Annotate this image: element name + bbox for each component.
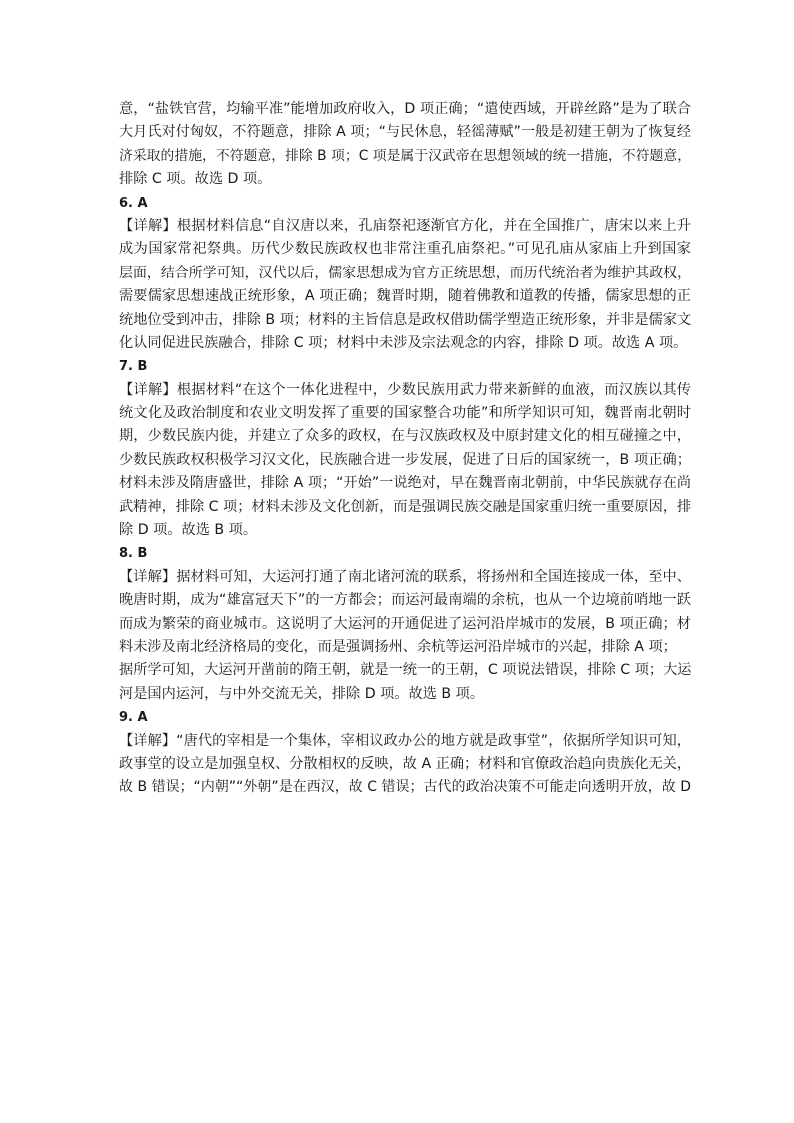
text-line: 料未涉及南北经济格局的变化，而是强调扬州、余杭等运河沿岸城市的兴起，排除 A 项； <box>119 638 677 655</box>
text-line: 晚唐时期，成为“雄富冠天下”的一方都会；而运河最南端的余杭，也从一个边境前哨地一跃 <box>119 592 691 609</box>
text-line: 少数民族政权积极学习汉文化，民族融合进一步发展，促进了日后的国家统一，B 项正确； <box>119 451 691 468</box>
text-line: 统地位受到冲击，排除 B 项；材料的主旨信息是政权借助儒学塑造正统形象，并非是儒家文 <box>119 311 692 328</box>
text-line: 化认同促进民族融合，排除 C 项；材料中未涉及宗法观念的内容，排除 D 项。故选 A 项。 <box>119 334 688 351</box>
text-line: 【详解】据材料可知，大运河打通了南北诸河流的联系，将扬州和全国连接成一体，至中、 <box>119 568 691 585</box>
answer-label: 9. A <box>119 710 148 726</box>
text-line: 武精神，排除 C 项；材料未涉及文化创新，而是强调民族交融是国家重归统一重要原因，排 <box>119 498 692 515</box>
text-line: 意，“盐铁官营，均输平准”能增加政府收入，D 项正确；“遣使西域，开辟丝路”是为了联合 <box>119 101 691 117</box>
text-line: 【详解】“唐代的宰相是一个集体，宰相议政办公的地方就是政事堂”，依据所学知识可知， <box>119 732 691 749</box>
text-line: 故 B 错误；“内朝”“外朝”是在西汉，故 C 错误；古代的政治决策不可能走向透明开放，故 D <box>119 779 691 796</box>
answer-label: 8. B <box>119 546 148 562</box>
question-8 <box>119 542 691 706</box>
text-line: 大月氏对付匈奴，不符题意，排除 A 项；“与民休息，轻徭薄赋”一般是初建王朝为了恢复经 <box>119 124 691 141</box>
text-line: 济采取的措施，不符题意，排除 B 项；C 项是属于汉武帝在思想领域的统一措施，不符题意， <box>119 147 691 164</box>
text-line: 【详解】根据材料“在这个一体化进程中，少数民族用武力带来新鲜的血液，而汉族以其传 <box>119 381 691 398</box>
text-line: 据所学可知，大运河开凿前的隋王朝，就是一统一的王朝，C 项说法错误，排除 C 项；大运 <box>119 662 692 679</box>
text-line: 层面，结合所学可知，汉代以后，儒家思想成为官方正统思想，而历代统治者为维护其政权， <box>119 264 691 281</box>
continuation-paragraph <box>119 98 691 192</box>
question-6 <box>119 192 691 356</box>
answer-label: 6. A <box>119 195 148 211</box>
text-line: 政事堂的设立是加强皇权、分散相权的反映，故 A 正确；材料和官僚政治趋向贵族化无关， <box>119 755 692 772</box>
text-line: 排除 C 项。故选 D 项。 <box>119 171 272 188</box>
text-line: 河是国内运河，与中外交流无关，排除 D 项。故选 B 项。 <box>119 685 485 702</box>
text-line: 材料未涉及隋唐盛世，排除 A 项；“开始”一说绝对，早在魏晋南北朝前，中华民族就存在尚 <box>119 475 691 492</box>
text-line: 【详解】根据材料信息“自汉唐以来，孔庙祭祀逐渐官方化，并在全国推广，唐宋以来上升 <box>119 217 691 234</box>
answer-label: 7. B <box>119 359 148 375</box>
text-line: 期，少数民族内徙，并建立了众多的政权，在与汉族政权及中原封建文化的相互碰撞之中， <box>119 428 691 445</box>
question-7 <box>119 355 691 542</box>
text-line: 除 D 项。故选 B 项。 <box>119 522 258 539</box>
text-line: 需要儒家思想速战正统形象，A 项正确；魏晋时期，随着佛教和道教的传播，儒家思想的正 <box>119 288 691 305</box>
question-9 <box>119 706 691 800</box>
text-line: 统文化及政治制度和农业文明发挥了重要的国家整合功能”和所学知识可知，魏晋南北朝时 <box>119 405 691 422</box>
text-line: 成为国家常祀祭典。历代少数民族政权也非常注重孔庙祭祀。”可见孔庙从家庙上升到国家 <box>119 241 691 258</box>
document-body <box>119 98 691 800</box>
text-line: 而成为繁荣的商业城市。这说明了大运河的开通促进了运河沿岸城市的发展，B 项正确；材 <box>119 615 691 632</box>
